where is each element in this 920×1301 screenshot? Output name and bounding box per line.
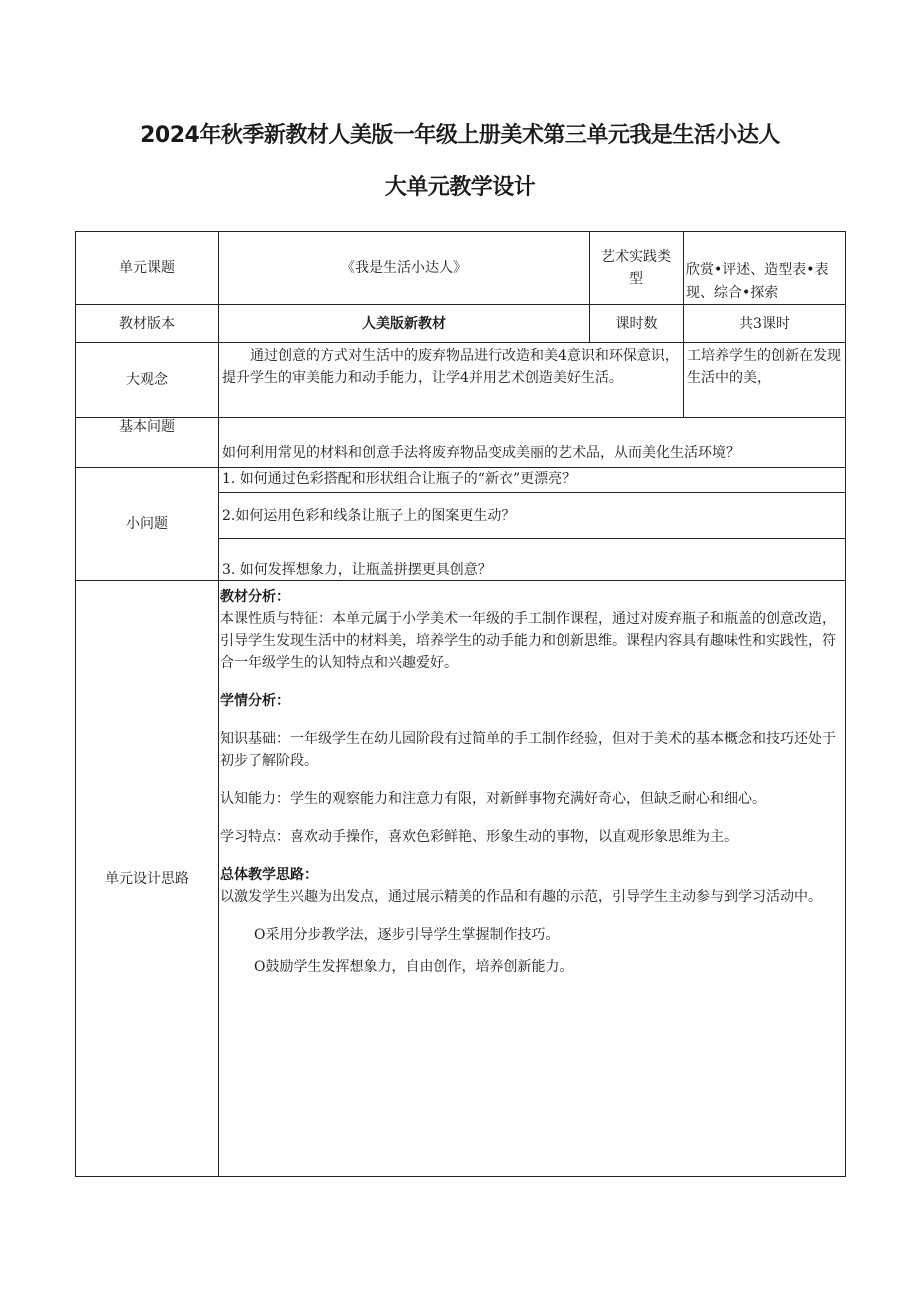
paragraph: 以激发学生兴趣为出发点，通过展示精美的作品和有趣的示范，引导学生主动参与到学习活动中。 [220,889,822,905]
sub-question-3: 3. 如何发挥想象力，让瓶盖拼摆更具创意？ [222,562,492,578]
textbook-version-value: 人美版新教材 [362,315,446,332]
paragraph: 学习特点：喜欢动手操作，喜欢色彩鲜艳、形象生动的事物，以直观形象思维为主。 [220,829,738,845]
essential-question-text: 如何利用常见的材料和创意手法将废弃物品变成美丽的艺术品，从而美化生活环境？ [222,445,740,461]
sub-question-2: 2.如何运用色彩和线条让瓶子上的图案更生动？ [222,508,516,524]
section-heading: 学情分析： [220,693,290,709]
table-border-right [845,231,846,1177]
bullet-item: O鼓励学生发挥想象力，自由创作，培养创新能力。 [254,959,574,975]
paragraph: 本课性质与特征：本单元属于小学美术一年级的手工制作课程，通过对废弃瓶子和瓶盖的创意改造，引导学生发现生活中的材料美，培养学生的动手能力和创新思维。课程内容具有趣味性和实践性，符合一年级学生的认知特点和兴趣爱好。 [220,611,836,671]
essential-question-label: 基本问题 [119,419,175,435]
class-hours-value: 共3课时 [739,315,790,332]
practice-type-value: 欣赏•评述、造型表•表现、综合•探索 [686,262,829,301]
practice-type-label: 艺术实践类型 [601,249,671,287]
big-idea-text: 通过创意的方式对生活中的废弃物品进行改造和美4意识和环保意识，提升学生的审美能力和动手能力，让学4并用艺术创造美好生活。 [222,348,679,386]
section-heading: 总体教学思路： [220,867,318,883]
design-idea-label: 单元设计思路 [105,870,189,887]
section-heading: 教材分析： [220,589,290,605]
big-idea-side-text: 工培养学生的创新在发现生活中的美， [687,348,841,386]
column-divider [218,231,219,1177]
sub-questions-label: 小问题 [126,516,168,532]
table-border-bottom [75,1176,846,1177]
paragraph: 认知能力：学生的观察能力和注意力有限，对新鲜事物充满好奇心，但缺乏耐心和细心。 [220,791,766,807]
page-title: 2024年秋季新教材人美版一年级上册美术第三单元我是生活小达人 [140,123,780,148]
row-divider [218,538,846,539]
unit-topic-value: 《我是生活小达人》 [341,260,467,276]
class-hours-label: 课时数 [615,315,658,332]
page-subtitle: 大单元教学设计 [384,175,536,200]
sub-question-1: 1. 如何通过色彩搭配和形状组合让瓶子的“新衣”更漂亮？ [222,471,577,487]
unit-topic-label: 单元课题 [119,260,175,276]
design-idea-content [220,586,844,978]
textbook-version-label: 教材版本 [119,315,175,332]
bullet-item: O采用分步教学法，逐步引导学生掌握制作技巧。 [254,927,560,943]
big-idea-label: 大观念 [126,372,168,388]
row-divider [218,492,846,493]
paragraph: 知识基础：一年级学生在幼儿园阶段有过简单的手工制作经验，但对于美术的基本概念和技巧还处于初步了解阶段。 [220,731,836,769]
